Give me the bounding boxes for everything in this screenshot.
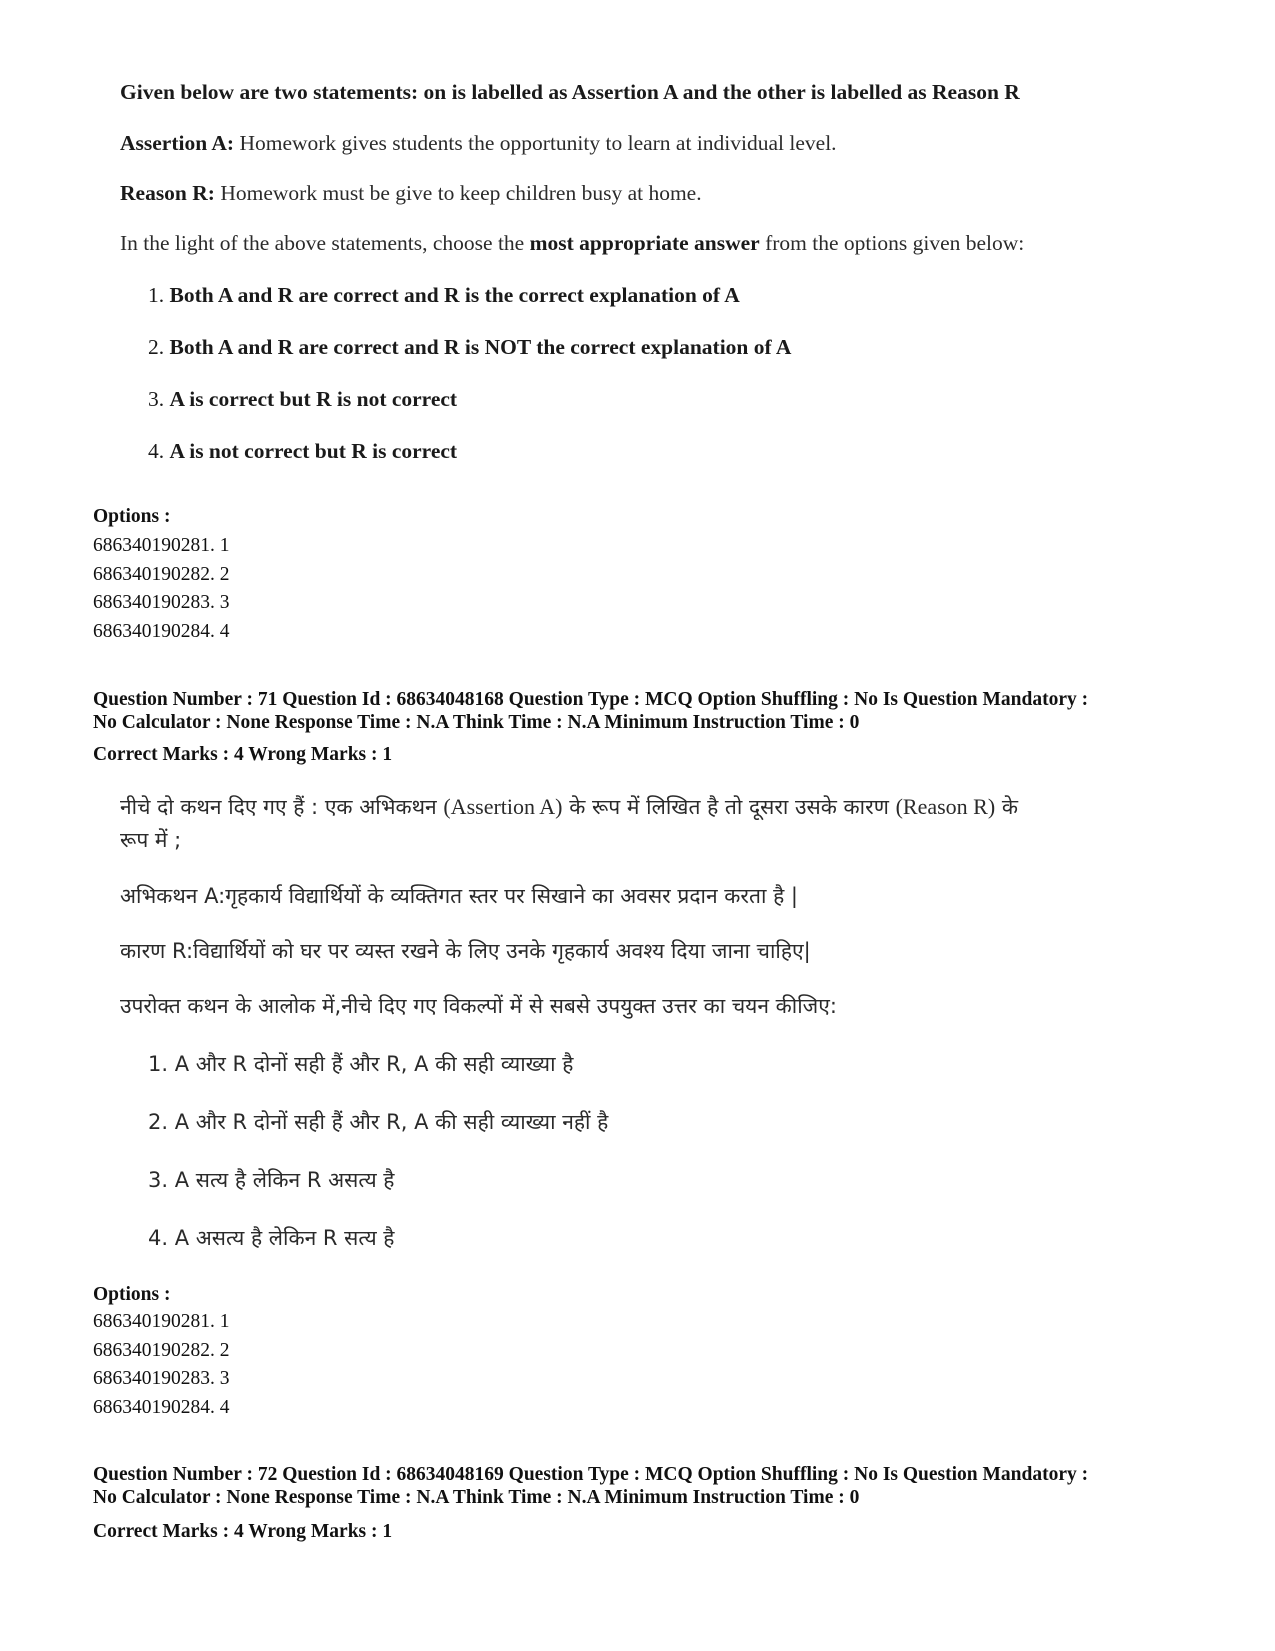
reason-statement: Reason R: Homework must be give to keep children busy at home. xyxy=(120,181,702,205)
hindi-choice-2: 2. A और R दोनों सही हैं और R, A की सही व्याख्या नहीं है xyxy=(148,1110,609,1134)
options-list xyxy=(93,532,230,646)
option-item: 686340190284. 4 xyxy=(93,620,230,642)
choice-1: 1. Both A and R are correct and R is the correct explanation of A xyxy=(148,283,740,307)
hindi-reason: कारण R:विद्यार्थियों को घर पर व्यस्त रखने के लिए उनके गृहकार्य अवश्य दिया जाना चाहिए| xyxy=(120,939,811,963)
question-72-marks: Correct Marks : 4 Wrong Marks : 1 xyxy=(93,1521,393,1542)
options-heading: Options : xyxy=(93,1284,171,1305)
choice-4: 4. A is not correct but R is correct xyxy=(148,439,458,463)
choice-3: 3. A is correct but R is not correct xyxy=(148,387,458,411)
meta-line: Question Number : 71 Question Id : 68634048168 Question Type : MCQ Option Shuffling : No Is Question Mandatory : xyxy=(93,689,1089,710)
option-item: 686340190282. 2 xyxy=(93,563,230,585)
options-heading: Options : xyxy=(93,506,171,527)
option-item: 686340190282. 2 xyxy=(93,1339,230,1361)
hindi-question-intro-line2: रूप में ; xyxy=(120,828,182,852)
hindi-choice-1: 1. A और R दोनों सही हैं और R, A की सही व्याख्या है xyxy=(148,1052,574,1076)
hindi-assertion: अभिकथन A:गृहकार्य विद्यार्थियों के व्यक्तिगत स्तर पर सिखाने का अवसर प्रदान करता है | xyxy=(120,884,798,908)
hindi-choice-3: 3. A सत्य है लेकिन R असत्य है xyxy=(148,1168,395,1192)
question-intro: Given below are two statements: on is labelled as Assertion A and the other is labelled as Reason R xyxy=(120,80,1020,104)
hindi-instruction: उपरोक्त कथन के आलोक में,नीचे दिए गए विकल्पों में से सबसे उपयुक्त उत्तर का चयन कीजिए: xyxy=(120,994,837,1018)
meta-line: Question Number : 72 Question Id : 68634048169 Question Type : MCQ Option Shuffling : No Is Question Mandatory : xyxy=(93,1464,1089,1485)
question-instruction: In the light of the above statements, choose the most appropriate answer from the options given below: xyxy=(120,231,1025,255)
meta-line: No Calculator : None Response Time : N.A Think Time : N.A Minimum Instruction Time : 0 xyxy=(93,1487,860,1508)
question-71-meta xyxy=(93,688,1088,734)
question-72-meta xyxy=(93,1463,1088,1509)
question-71-marks: Correct Marks : 4 Wrong Marks : 1 xyxy=(93,744,393,765)
hindi-choice-4: 4. A असत्य है लेकिन R सत्य है xyxy=(148,1226,395,1250)
option-item: 686340190283. 3 xyxy=(93,592,230,613)
choice-2: 2. Both A and R are correct and R is NOT the correct explanation of A xyxy=(148,335,792,359)
options-list xyxy=(93,1308,230,1422)
meta-line: No Calculator : None Response Time : N.A Think Time : N.A Minimum Instruction Time : 0 xyxy=(93,712,860,733)
option-item: 686340190281. 1 xyxy=(93,1311,230,1332)
option-item: 686340190283. 3 xyxy=(93,1368,230,1389)
option-item: 686340190281. 1 xyxy=(93,535,230,556)
hindi-question-intro: नीचे दो कथन दिए गए हैं : एक अभिकथन (Assertion A) के रूप में लिखित है तो दूसरा उसके कारण (Reason R) के xyxy=(120,794,1018,819)
assertion-statement: Assertion A: Homework gives students the opportunity to learn at individual level. xyxy=(120,131,837,155)
option-item: 686340190284. 4 xyxy=(93,1396,230,1418)
